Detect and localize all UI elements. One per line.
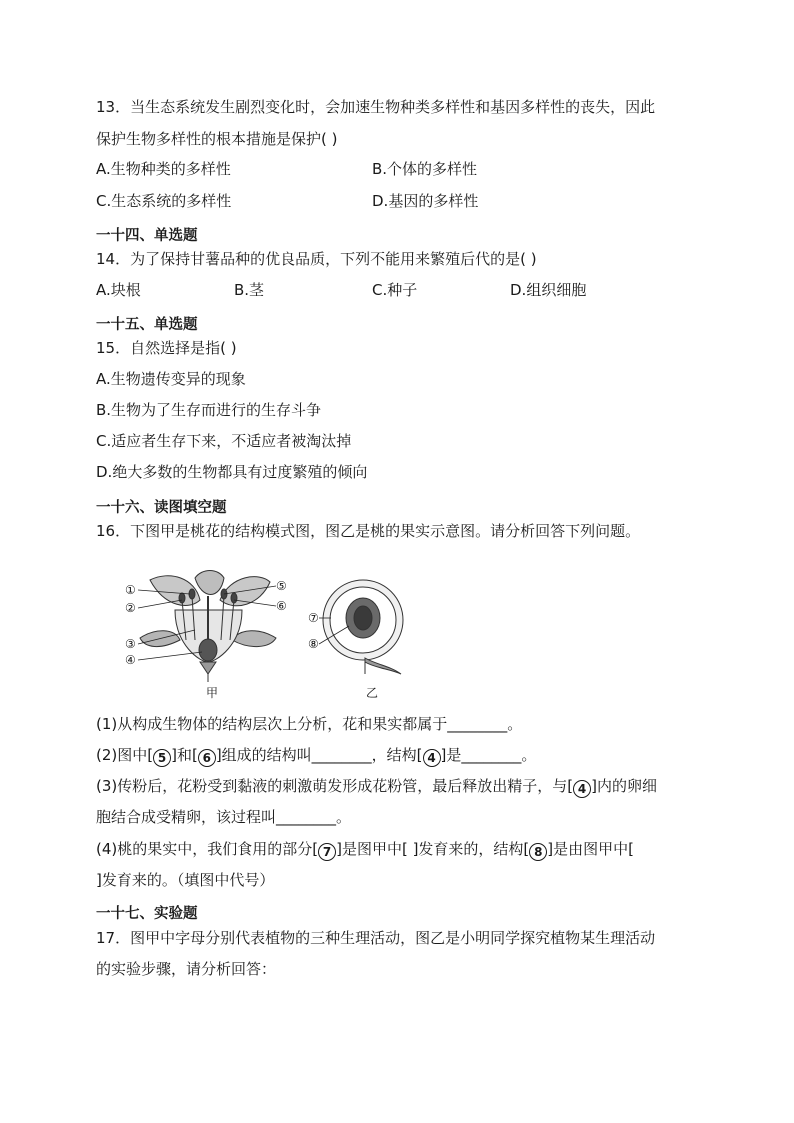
flower-label-1: ① (125, 583, 136, 597)
q16-part4-text-a: (4)桃的果实中，我们食用的部分[ (96, 840, 319, 858)
q14-option-d: D.组织细胞 (510, 281, 587, 299)
q13-stem-line1: 13．当生态系统发生剧烈变化时，会加速生物种类多样性和基因多样性的丧失，因此 (96, 98, 656, 116)
fruit-label-7: ⑦ (308, 611, 319, 625)
q13-option-d: D.基因的多样性 (372, 192, 479, 210)
section-heading-16: 一十六、读图填空题 (96, 500, 227, 516)
peach-flower-diagram (120, 570, 300, 682)
q16-part4-line1 (96, 838, 634, 861)
number-5-circle: 5 (153, 749, 171, 767)
q15-option-d: D.绝大多数的生物都具有过度繁殖的倾向 (96, 463, 368, 481)
q15-option-a: A.生物遗传变异的现象 (96, 370, 246, 388)
q17-stem-line1: 17．图甲中字母分别代表植物的三种生理活动，图乙是小明同学探究植物某生理活动 (96, 929, 656, 947)
number-4-circle: 4 (423, 749, 441, 767)
flower-label-5: ⑤ (276, 579, 287, 593)
section-heading-17: 一十七、实验题 (96, 906, 198, 922)
flower-label-4: ④ (125, 653, 136, 667)
q15-stem: 15．自然选择是指( ) (96, 339, 237, 357)
section-heading-15: 一十五、单选题 (96, 317, 198, 333)
q13-option-c: C.生态系统的多样性 (96, 192, 232, 210)
q16-part2-text-c: ]组成的结构叫________，结构[ (215, 746, 423, 764)
q13-option-a: A.生物种类的多样性 (96, 160, 231, 178)
q15-option-c: C.适应者生存下来，不适应者被淘汰掉 (96, 432, 352, 450)
flower-label-2: ② (125, 601, 136, 615)
q14-stem: 14．为了保持甘薯品种的优良品质，下列不能用来繁殖后代的是( ) (96, 250, 537, 268)
flower-label-3: ③ (125, 637, 136, 651)
fruit-label-8: ⑧ (308, 637, 319, 651)
number-6-circle: 6 (198, 749, 216, 767)
q13-stem-line2: 保护生物多样性的根本措施是保护( ) (96, 130, 338, 148)
q16-part1: (1)从构成生物体的结构层次上分析，花和果实都属于________。 (96, 715, 523, 733)
q13-option-b: B.个体的多样性 (372, 160, 478, 178)
q16-part2-text-b: ]和[ (171, 746, 198, 764)
section-heading-14: 一十四、单选题 (96, 228, 198, 244)
q14-option-c: C.种子 (372, 281, 418, 299)
number-4-circle: 4 (573, 780, 591, 798)
q16-part2-text-d: ]是________。 (440, 746, 537, 764)
q16-part4-line2: ]发育来的。（填图中代号） (96, 871, 275, 889)
q14-option-a: A.块根 (96, 281, 141, 299)
figure-jia-caption: 甲 (206, 686, 219, 700)
number-7-circle: 7 (318, 843, 336, 861)
q16-part4-text-b: ]是图甲中[ ]发育来的，结构[ (336, 840, 530, 858)
q14-option-b: B.茎 (234, 281, 265, 299)
number-8-circle: 8 (529, 843, 547, 861)
figure-yi-caption: 乙 (366, 686, 379, 700)
q16-part3-text-b: ]内的卵细 (591, 777, 657, 795)
peach-fruit-diagram (305, 574, 410, 676)
q16-part3-line2: 胞结合成受精卵，该过程叫________。 (96, 808, 352, 826)
q16-stem: 16．下图甲是桃花的结构模式图，图乙是桃的果实示意图。请分析回答下列问题。 (96, 522, 641, 540)
q16-part3-line1 (96, 775, 657, 798)
q16-part4-text-c: ]是由图甲中[ (547, 840, 635, 858)
q16-part2-text-a: (2)图中[ (96, 746, 154, 764)
q16-part3-text-a: (3)传粉后，花粉受到黏液的刺激萌发形成花粉管，最后释放出精子，与[ (96, 777, 574, 795)
q15-option-b: B.生物为了生存而进行的生存斗争 (96, 401, 322, 419)
q17-stem-line2: 的实验步骤，请分析回答： (96, 960, 277, 978)
flower-label-6: ⑥ (276, 599, 287, 613)
q16-part2 (96, 744, 536, 767)
